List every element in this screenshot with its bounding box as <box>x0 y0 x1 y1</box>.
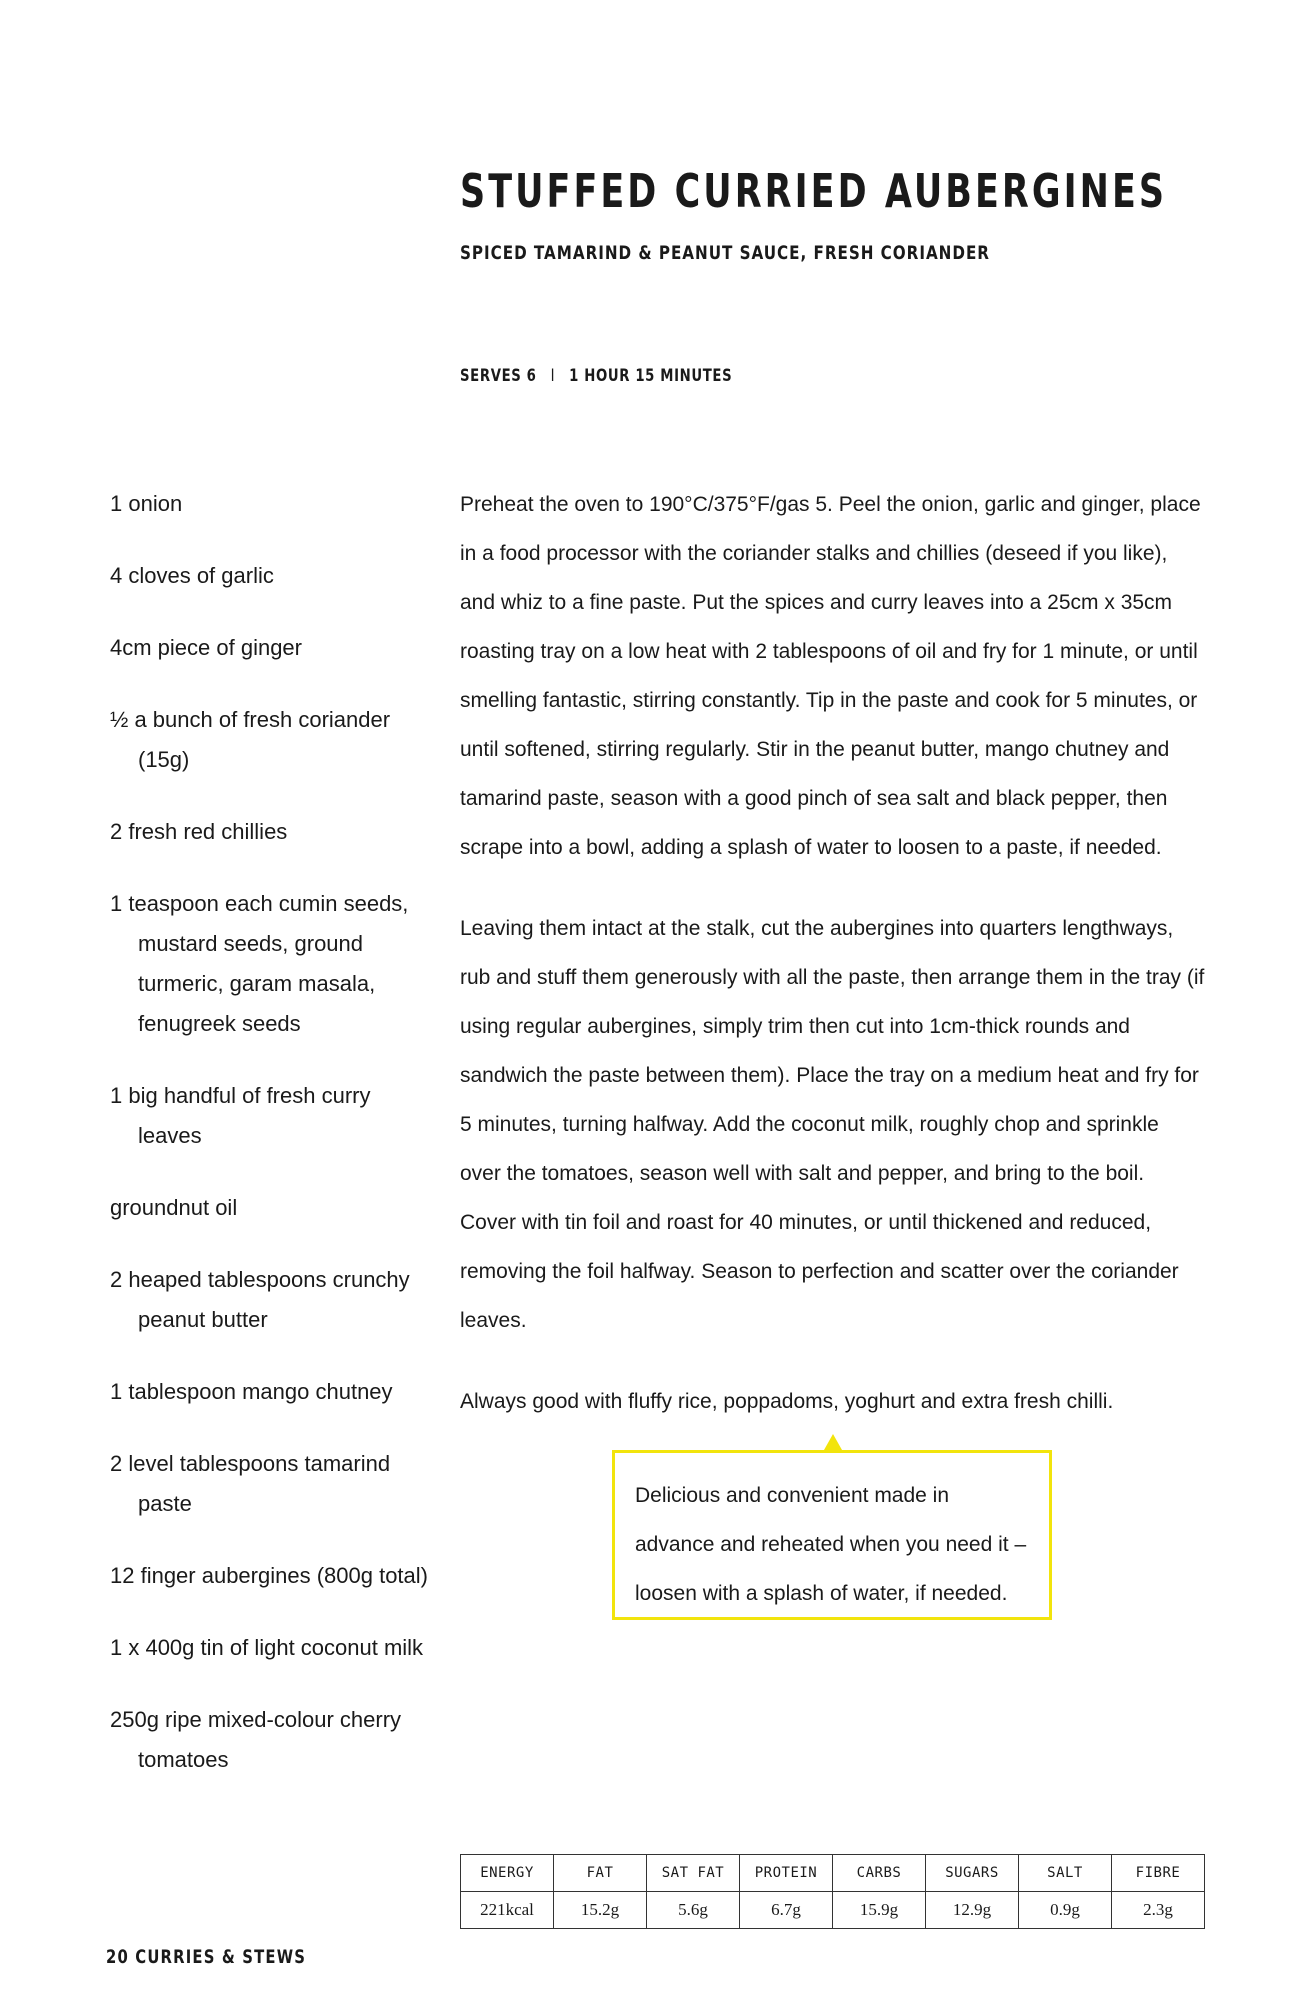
tip-box <box>612 1450 1052 1620</box>
ingredient-item: ½ a bunch of fresh coriander (15g) <box>110 707 391 772</box>
ingredient-item: 2 heaped tablespoons crunchy peanut butter <box>110 1267 410 1332</box>
nutrition-header: SALT <box>1019 1855 1112 1892</box>
nutrition-value: 6.7g <box>740 1892 833 1929</box>
ingredients-list <box>110 484 430 1812</box>
serves-label: SERVES 6 <box>460 366 537 386</box>
section-name: CURRIES & STEWS <box>135 1946 307 1968</box>
ingredient-item: groundnut oil <box>110 1195 238 1220</box>
recipe-meta <box>460 368 732 385</box>
nutrition-values-row <box>461 1892 1205 1929</box>
page-number: 20 <box>106 1946 129 1968</box>
nutrition-header: SAT FAT <box>647 1855 740 1892</box>
ingredient-item: 1 big handful of fresh curry leaves <box>110 1083 371 1148</box>
ingredient-item: 4 cloves of garlic <box>110 563 274 588</box>
nutrition-header: CARBS <box>833 1855 926 1892</box>
nutrition-value: 2.3g <box>1112 1892 1205 1929</box>
nutrition-value: 15.2g <box>554 1892 647 1929</box>
nutrition-value: 15.9g <box>833 1892 926 1929</box>
ingredient-item: 250g ripe mixed-colour cherry tomatoes <box>110 1707 402 1772</box>
ingredient-item: 2 fresh red chillies <box>110 819 288 844</box>
method-section <box>460 480 1205 1458</box>
nutrition-header: FIBRE <box>1112 1855 1205 1892</box>
ingredient-item: 1 tablespoon mango chutney <box>110 1379 393 1404</box>
nutrition-value: 0.9g <box>1019 1892 1112 1929</box>
serving-suggestion: Always good with fluffy rice, poppadoms, yoghurt and extra fresh chilli. <box>460 1390 1114 1413</box>
nutrition-value: 12.9g <box>926 1892 1019 1929</box>
recipe-subtitle: SPICED TAMARIND & PEANUT SAUCE, FRESH CORIANDER <box>460 242 990 264</box>
nutrition-header: PROTEIN <box>740 1855 833 1892</box>
ingredient-item: 12 finger aubergines (800g total) <box>110 1563 428 1588</box>
tip-text: Delicious and convenient made in advance and reheated when you need it – loosen with a splash of water, if needed. <box>635 1484 1027 1605</box>
ingredient-item: 2 level tablespoons tamarind paste <box>110 1451 391 1516</box>
nutrition-header-row <box>461 1855 1205 1892</box>
nutrition-value: 5.6g <box>647 1892 740 1929</box>
ingredient-item: 1 onion <box>110 491 183 516</box>
nutrition-header: ENERGY <box>461 1855 554 1892</box>
cook-time-label: 1 HOUR 15 MINUTES <box>569 366 733 386</box>
nutrition-header: FAT <box>554 1855 647 1892</box>
ingredient-item: 1 teaspoon each cumin seeds, mustard seeds, ground turmeric, garam masala, fenugreek seeds <box>110 891 409 1036</box>
ingredient-item: 1 x 400g tin of light coconut milk <box>110 1635 424 1660</box>
ingredient-item: 4cm piece of ginger <box>110 635 302 660</box>
recipe-title: STUFFED CURRIED AUBERGINES <box>460 164 1168 218</box>
page-footer <box>106 1948 306 1967</box>
nutrition-header: SUGARS <box>926 1855 1019 1892</box>
method-step-1: Preheat the oven to 190°C/375°F/gas 5. Peel the onion, garlic and ginger, place in a food processor with the coriander stalks and chillies (deseed if you like), and whiz to a fine paste. Put the spices and curry leaves into a 25cm x 35cm roasting tray on a low heat with 2 tablespoons of oil and fry for 1 minute, or until smelling fantastic, stirring constantly. Tip in the paste and cook for 5 minutes, or until softened, stirring regularly. Stir in the peanut butter, mango chutney and tamarind paste, season with a good pinch of sea salt and black pepper, then scrape into a bowl, adding a splash of water to loosen to a paste, if needed. <box>460 493 1201 859</box>
nutrition-value: 221kcal <box>461 1892 554 1929</box>
tip-arrow-icon <box>824 1434 842 1450</box>
method-step-2: Leaving them intact at the stalk, cut the aubergines into quarters lengthways, rub and stuff them generously with all the paste, then arrange them in the tray (if using regular aubergines, simply trim then cut into 1cm-thick rounds and sandwich the paste between them). Place the tray on a medium heat and fry for 5 minutes, turning halfway. Add the coconut milk, roughly chop and sprinkle over the tomatoes, season well with salt and pepper, and bring to the boil. Cover with tin foil and roast for 40 minutes, or until thickened and reduced, removing the foil halfway. Season to perfection and scatter over the coriander leaves. <box>460 917 1205 1332</box>
nutrition-table <box>460 1854 1205 1929</box>
meta-separator: I <box>550 366 556 386</box>
